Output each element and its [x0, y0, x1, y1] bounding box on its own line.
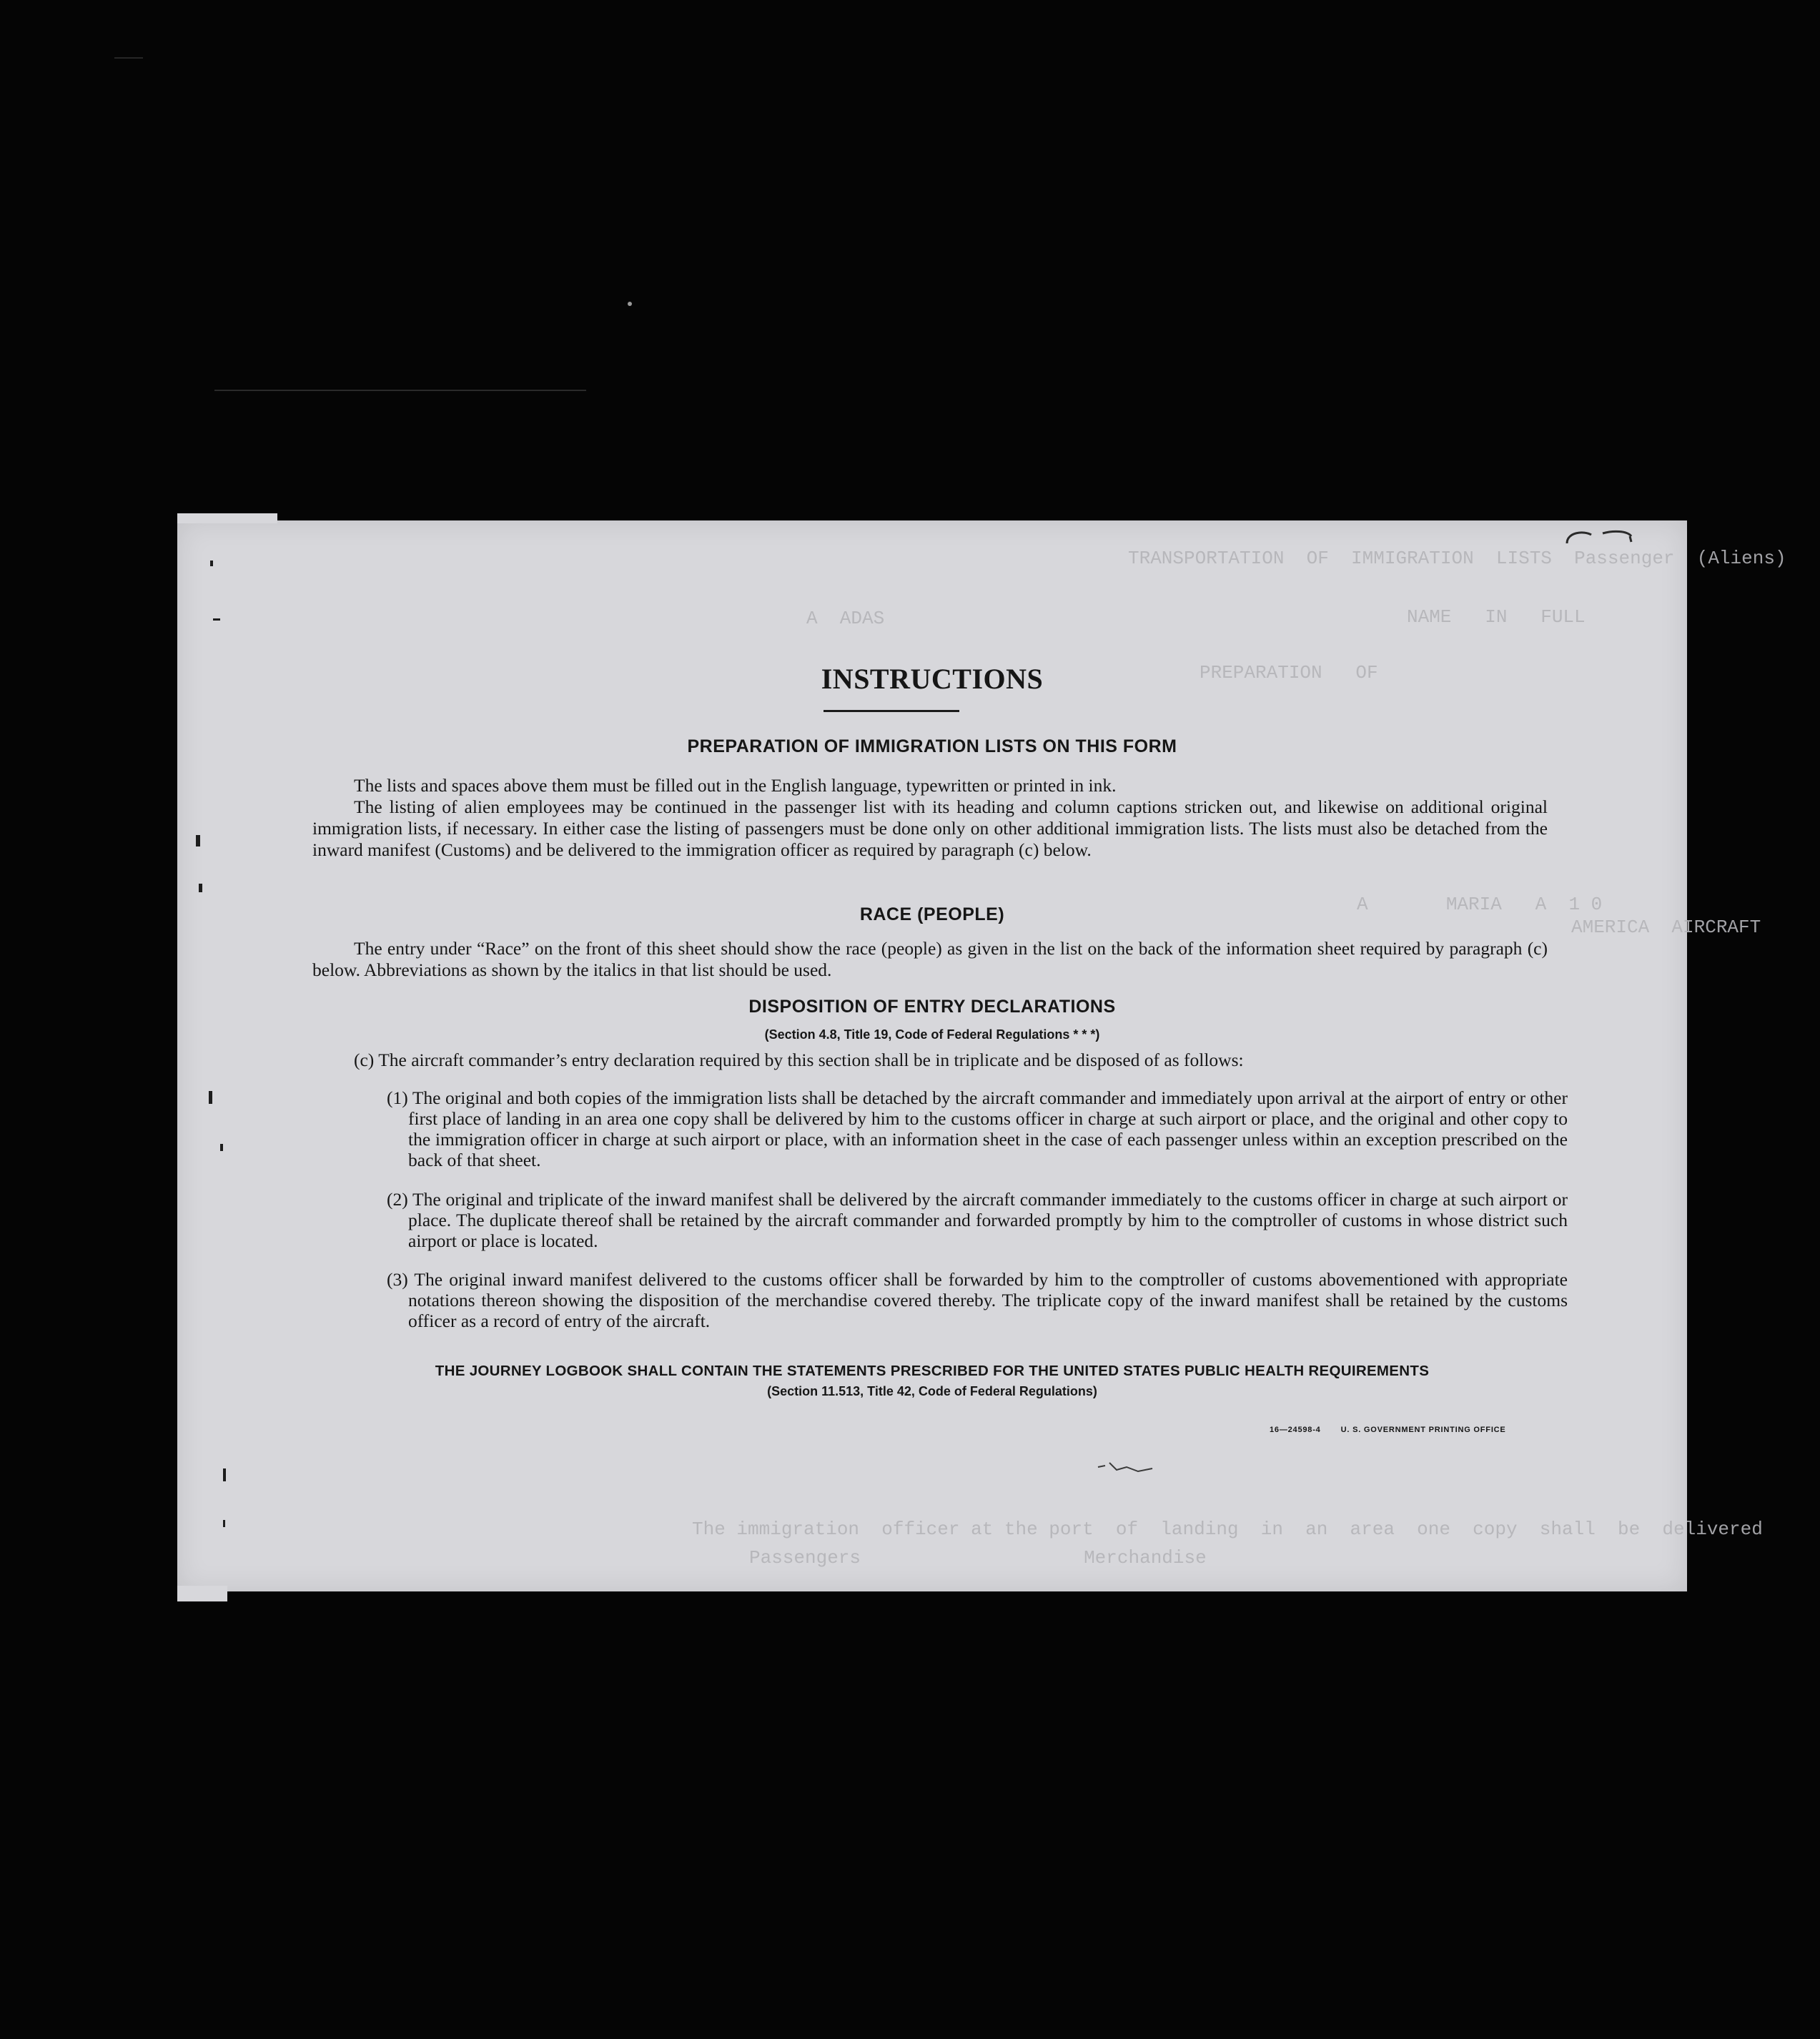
logbook-reference: (Section 11.513, Title 42, Code of Federal Regulations): [767, 1384, 1097, 1398]
logbook-statement: THE JOURNEY LOGBOOK SHALL CONTAIN THE STATEMENTS PRESCRIBED FOR THE UNITED STATES PUBLIC HEALTH REQUIREMENTS: [435, 1363, 1430, 1379]
disposition-heading: DISPOSITION OF ENTRY DECLARATIONS: [748, 997, 1116, 1017]
reverse-show-through: A MARIA A 1 0: [1357, 894, 1603, 915]
disposition-intro: (c) The aircraft commander’s entry declaration required by this section shall be in triplicate and be disposed of as follows:: [354, 1050, 1244, 1070]
reverse-show-through: Passengers Merchandise: [749, 1547, 1207, 1569]
disposition-item-1: (1) The original and both copies of the immigration lists shall be detached by the aircraft commander and immediately upon arrival at the airport of entry or other first place of landing in an area one copy shall be delivered by him to the customs officer in charge at such airport or place, and the original and other copy to the immigration officer in charge at such airport or place, with an information sheet in the case of each passenger unless within an exception prescribed on the back of that sheet.: [387, 1087, 1568, 1170]
preparation-paragraph-1: The lists and spaces above them must be filled out in the English language, typewritten or printed in ink.: [354, 775, 1117, 796]
preparation-paragraph-2: The listing of alien employees may be continued in the passenger list with its heading and column captions stricken out, and likewise on additional original immigration lists, if necessary. In either case the listing of passengers must be done only on other additional immigration lists. The lists must also be detached from the inward manifest (Customs) and be delivered to the immigration officer as required by paragraph (c) below.: [312, 796, 1548, 860]
edge-speck: [223, 1468, 226, 1481]
edge-speck: [213, 618, 220, 621]
edge-speck: [209, 1091, 212, 1104]
title-underline: [824, 710, 959, 712]
preparation-heading: PREPARATION OF IMMIGRATION LISTS ON THIS FORM: [687, 736, 1177, 756]
printer-name: U. S. GOVERNMENT PRINTING OFFICE: [1340, 1426, 1506, 1434]
disposition-item-2: (2) The original and triplicate of the inward manifest shall be delivered by the aircraft commander immediately to the customs officer in charge at such airport or place. The duplicate thereof shall be retained by the aircraft commander and forwarded promptly by him to the comptroller of customs in whose district such airport or place is located.: [387, 1189, 1568, 1251]
paper-tab: [177, 513, 277, 523]
disposition-reference: (Section 4.8, Title 19, Code of Federal Regulations * * *): [764, 1027, 1100, 1042]
edge-speck: [199, 884, 202, 892]
edge-speck: [196, 835, 200, 846]
race-heading: RACE (PEOPLE): [859, 904, 1005, 924]
reverse-show-through: PREPARATION OF: [1200, 662, 1378, 683]
reverse-show-through: A ADAS: [806, 608, 885, 629]
edge-speck: [223, 1520, 225, 1527]
instruction-sheet: [177, 520, 1786, 1591]
form-number: 16—24598-4: [1270, 1426, 1321, 1434]
edge-speck: [220, 1144, 223, 1151]
dust-speck: [214, 390, 586, 391]
reverse-show-through: NAME IN FULL: [1407, 606, 1586, 628]
race-paragraph: The entry under “Race” on the front of this sheet should show the race (people) as given in the list on the back of the information sheet required by paragraph (c) below. Abbreviations as shown by the italics in that list should be used.: [312, 938, 1548, 980]
corner-stamp-mark: [1563, 528, 1634, 549]
edge-speck: [210, 561, 213, 566]
printer-line: [1270, 1426, 1506, 1434]
reverse-show-through: The immigration officer at the port of landing in an area one copy shall be delivered: [692, 1519, 1763, 1540]
ink-scribble: [1095, 1457, 1159, 1478]
reverse-show-through: TRANSPORTATION OF IMMIGRATION LISTS Passenger (Aliens): [1128, 548, 1786, 569]
disposition-item-3: (3) The original inward manifest delivered to the customs officer shall be forwarded by him to the comptroller of customs abovementioned with appropriate notations thereon showing the disposition of the merchandise covered thereby. The triplicate copy of the inward manifest shall be retained by the customs officer as a record of entry of the aircraft.: [387, 1269, 1568, 1331]
paper-tab: [177, 1586, 227, 1601]
page-title: INSTRUCTIONS: [821, 663, 1044, 695]
dust-speck: [628, 302, 632, 306]
reverse-show-through: AMERICA AIRCRAFT: [1571, 917, 1761, 938]
dust-speck: [114, 57, 143, 59]
